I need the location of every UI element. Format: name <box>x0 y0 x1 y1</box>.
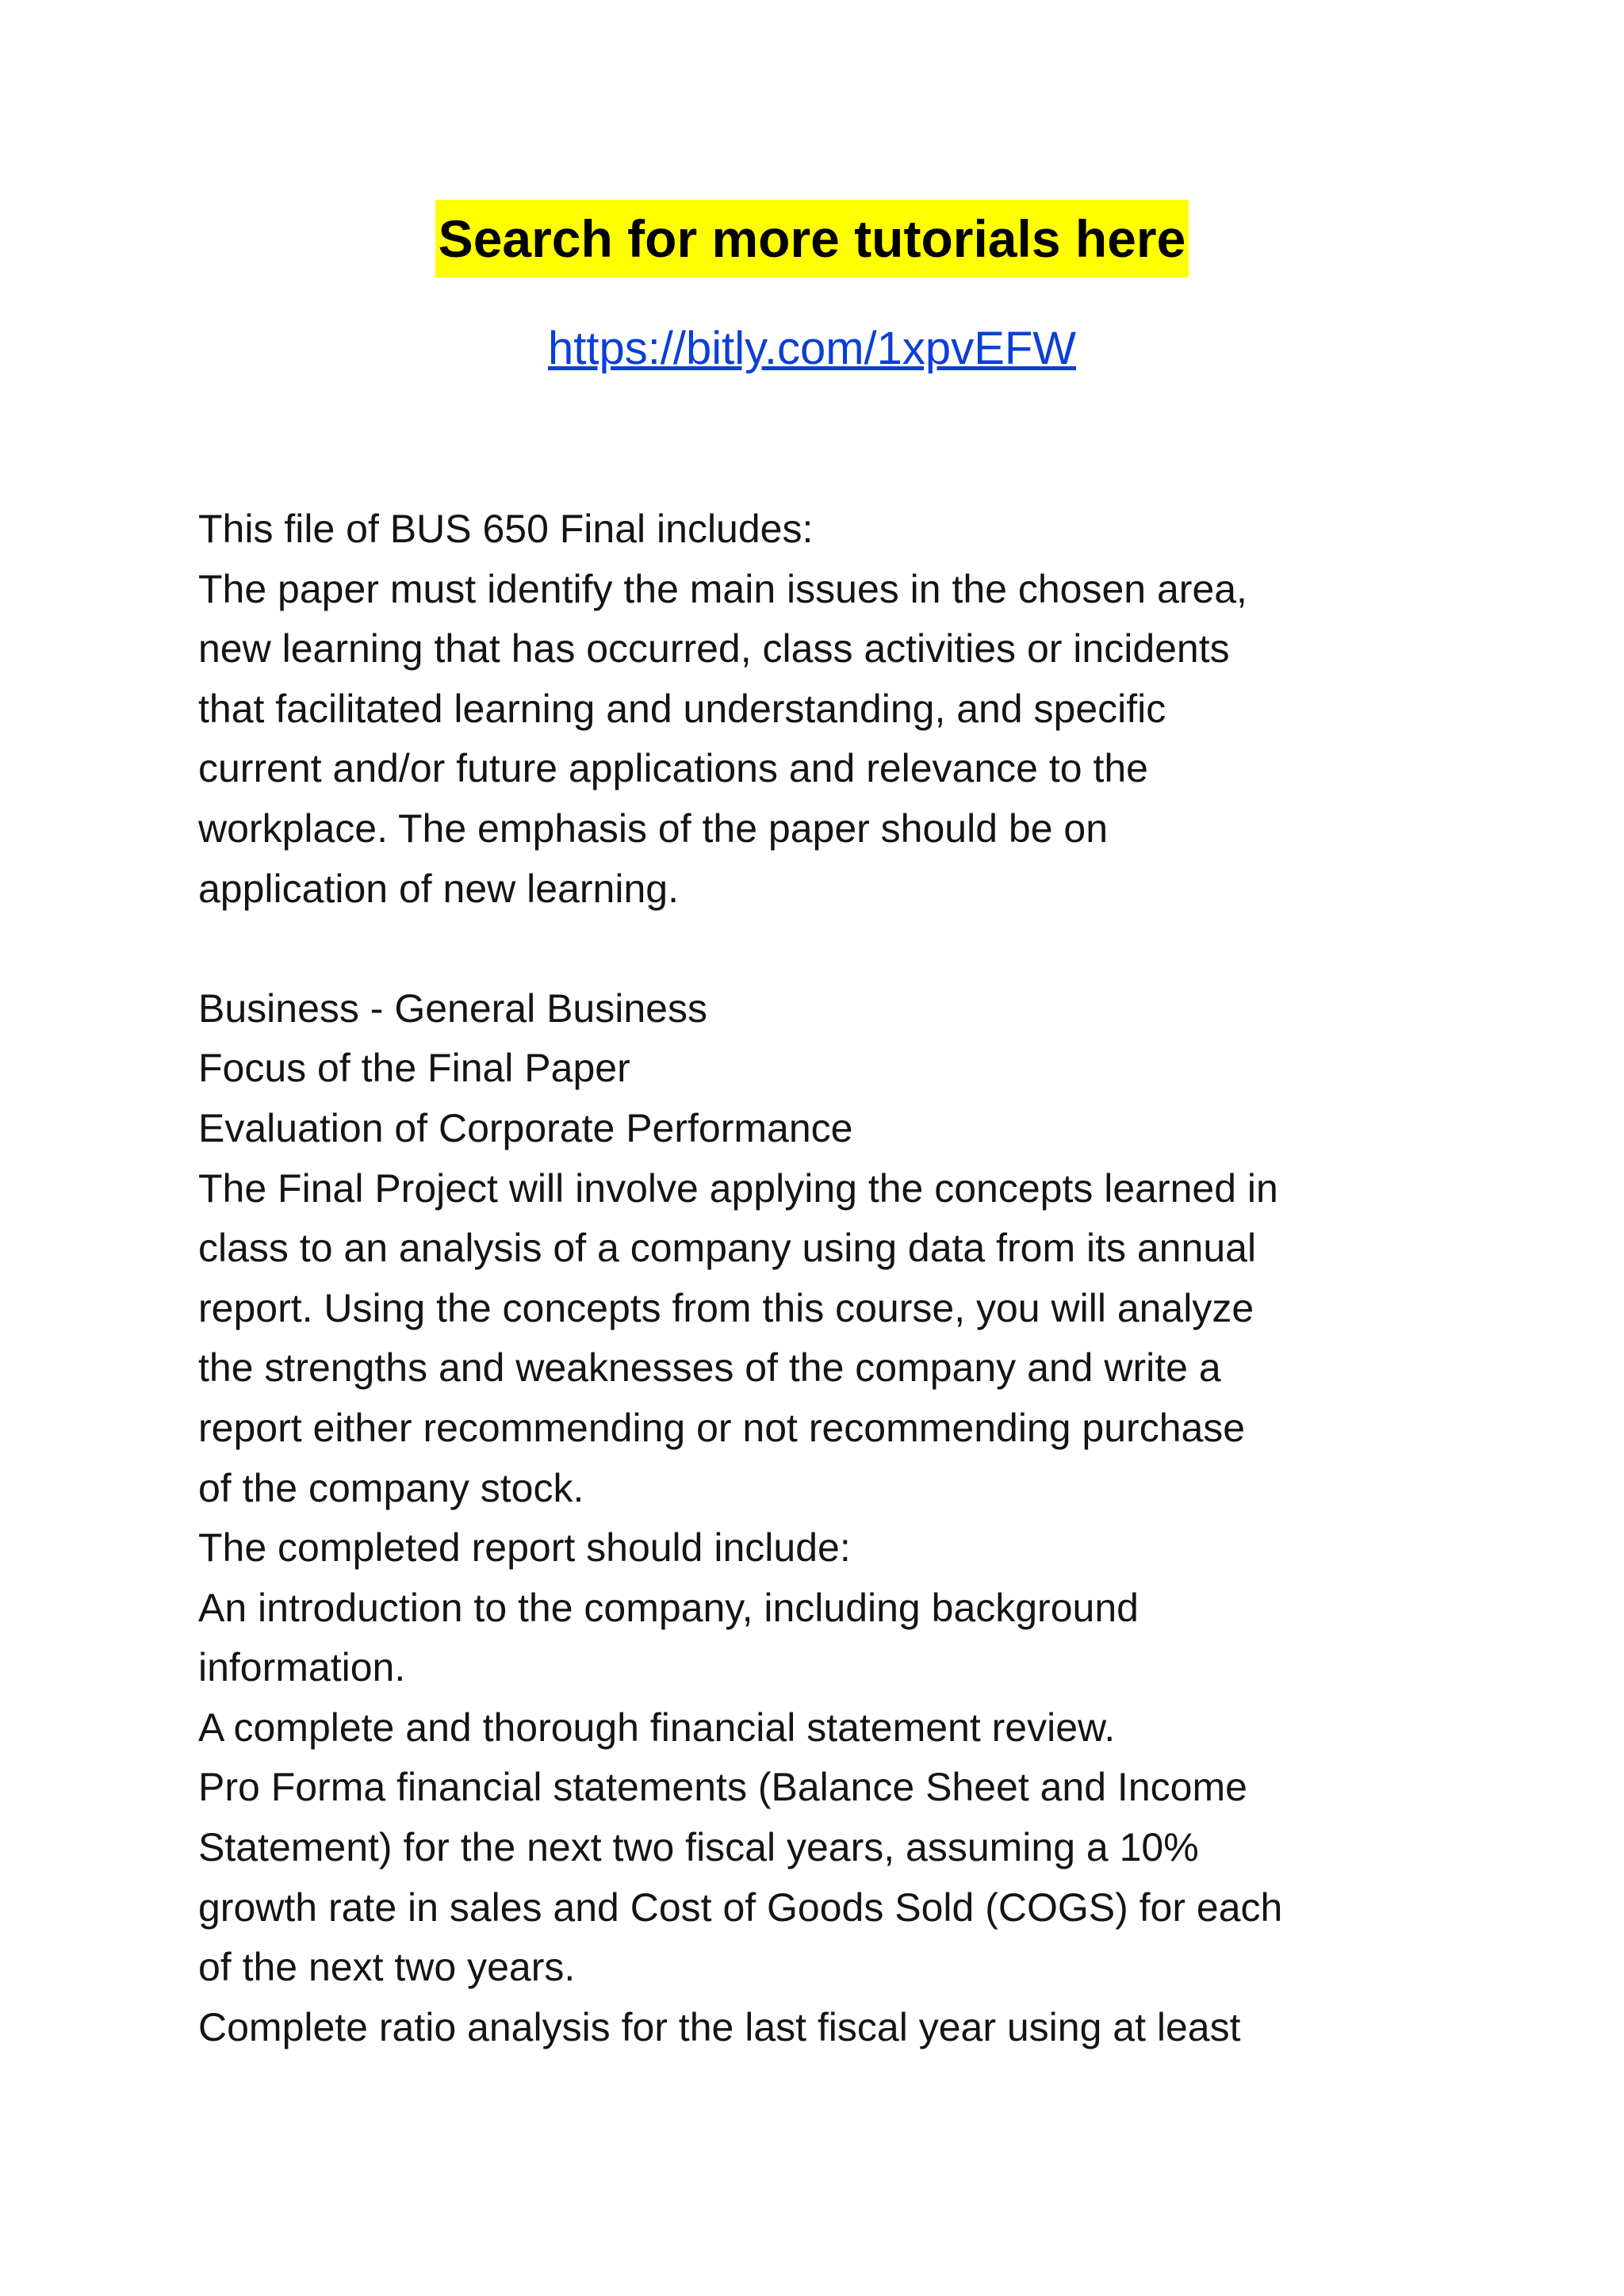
page-title: Search for more tutorials here <box>435 200 1189 277</box>
header <box>0 200 1624 277</box>
text-line: new learning that has occurred, class activities or incidents <box>198 626 1230 672</box>
text-line: Business - General Business <box>198 985 707 1031</box>
text-line: The Final Project will involve applying the concepts learned in <box>198 1165 1278 1211</box>
text-line: information. <box>198 1645 406 1690</box>
text-line: growth rate in sales and Cost of Goods Sold (COGS) for each <box>198 1885 1283 1930</box>
text-line: report. Using the concepts from this course, you will analyze <box>198 1285 1254 1330</box>
text-line: of the company stock. <box>198 1465 584 1510</box>
text-line: current and/or future applications and relevance to the <box>198 746 1148 791</box>
text-line: A complete and thorough financial statement review. <box>198 1705 1116 1750</box>
text-line: the strengths and weaknesses of the company and write a <box>198 1345 1221 1391</box>
text-line: Evaluation of Corporate Performance <box>198 1105 853 1150</box>
text-line: The completed report should include: <box>198 1525 851 1571</box>
document-body <box>198 499 1435 2057</box>
text-line: class to an analysis of a company using data from its annual <box>198 1226 1257 1271</box>
text-line: Pro Forma financial statements (Balance Sheet and Income <box>198 1765 1247 1810</box>
text-line: of the next two years. <box>198 1945 576 1990</box>
text-line: Complete ratio analysis for the last fiscal year using at least <box>198 2004 1241 2049</box>
text-line: workplace. The emphasis of the paper should be on <box>198 806 1109 851</box>
link-row <box>0 317 1624 381</box>
text-line: The paper must identify the main issues in the chosen area, <box>198 566 1247 611</box>
tutorial-link[interactable]: https://bitly.com/1xpvEFW <box>547 323 1077 374</box>
text-line: Statement) for the next two fiscal years, assuming a 10% <box>198 1825 1199 1870</box>
paragraph-break <box>198 919 1435 979</box>
text-line: Focus of the Final Paper <box>198 1046 630 1091</box>
text-line: application of new learning. <box>198 866 679 911</box>
text-line: This file of BUS 650 Final includes: <box>198 507 814 551</box>
text-line: that facilitated learning and understanding, and specific <box>198 686 1166 731</box>
text-line: An introduction to the company, including background <box>198 1585 1139 1630</box>
text-line: report either recommending or not recommending purchase <box>198 1405 1246 1450</box>
